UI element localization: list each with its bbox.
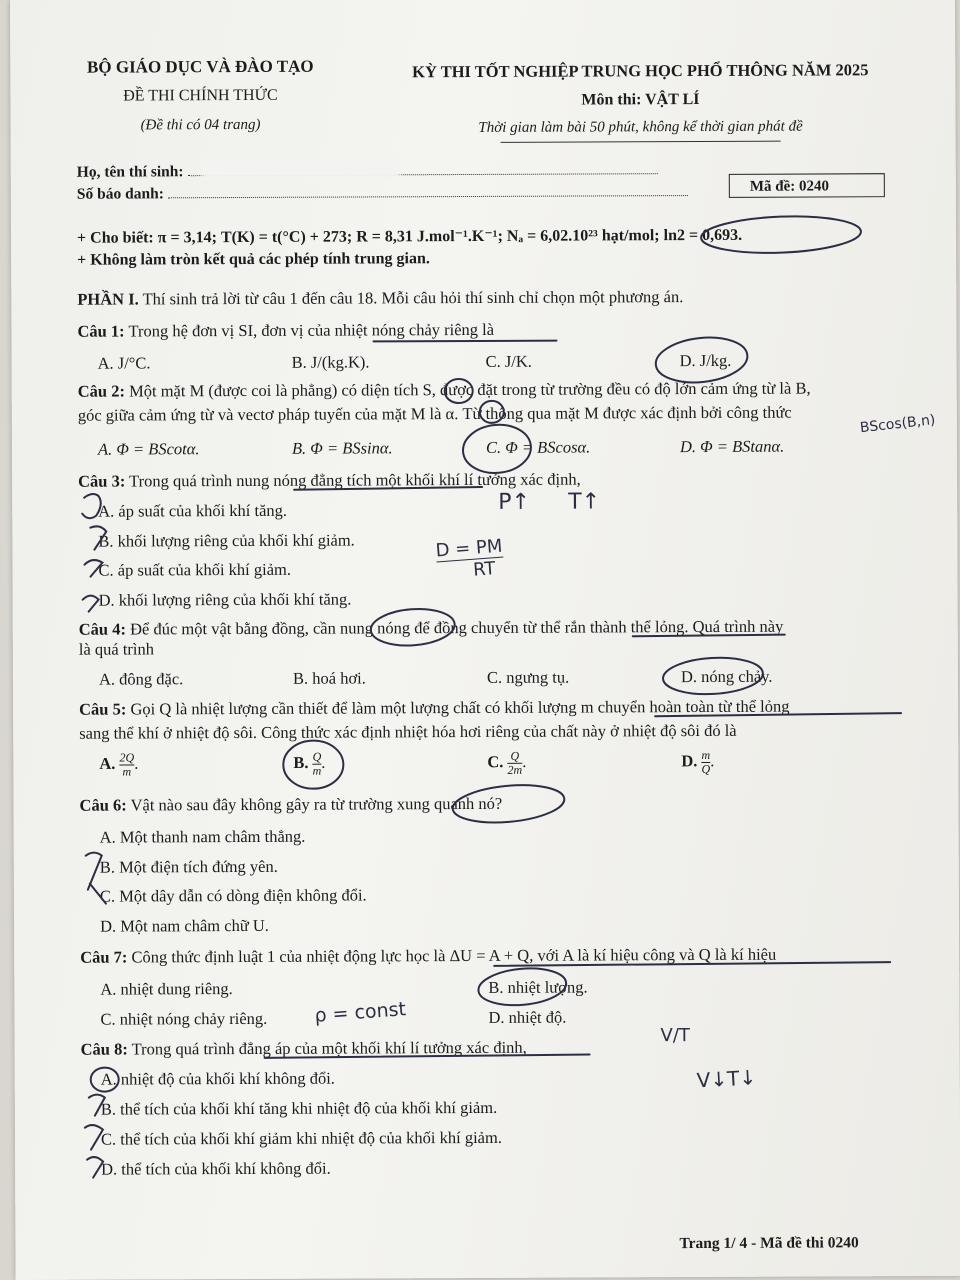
question-1 (77, 320, 494, 342)
question-label: Câu 3: (78, 471, 126, 491)
question-text: Trong quá trình nung nóng đẳng tích một khối khí lí tưởng xác định, (129, 469, 581, 491)
question-text: Gọi Q là nhiệt lượng cần thiết để làm một lượng chất có khối lượng m chuyển hoàn toàn từ thể lỏng (130, 696, 790, 719)
header-divider (501, 141, 781, 143)
question-text: Vật nào sau đây không gây ra từ trường xung quanh nó? (130, 793, 503, 815)
student-name-label: Họ, tên thí sinh: (76, 163, 184, 181)
question-label: Câu 7: (80, 947, 128, 967)
handwritten-note-q3-t: T↑ (568, 489, 601, 515)
q5-option-c[interactable]: C. $\frac{Q}{2m}$ . (487, 748, 527, 777)
q6-option-a[interactable]: A. Một thanh nam châm thẳng. (99, 826, 306, 847)
given-rounding-note: + Không làm tròn kết quả các phép tính trung gian. (77, 250, 430, 269)
q7-option-c[interactable]: C. nhiệt nóng chảy riêng. (100, 1008, 268, 1029)
handwritten-note-q7: ρ = const (313, 998, 407, 1027)
question-3 (78, 470, 581, 492)
ministry-name: BỘ GIÁO DỤC VÀ ĐÀO TẠO (86, 56, 314, 77)
q8-option-d[interactable]: D. thể tích của khối khí không đổi. (101, 1158, 331, 1179)
question-5 (79, 697, 789, 720)
q2-option-a[interactable]: A. Φ = BScotα. (97, 439, 200, 459)
question-2 (78, 379, 811, 402)
q2-option-d[interactable]: D. Φ = BStanα. (679, 436, 785, 457)
underline-q1 (373, 341, 556, 342)
question-4 (79, 617, 784, 640)
question-text: Trong hệ đơn vị SI, đơn vị của nhiệt nóng chảy riêng là (128, 319, 495, 341)
q2-option-c[interactable]: C. Φ = BScosα. (485, 437, 591, 457)
q1-option-c[interactable]: C. J/K. (485, 351, 532, 371)
q1-option-d[interactable]: D. J/kg. (679, 350, 732, 371)
student-id-label: Số báo danh: (76, 185, 164, 203)
question-5-cont: sang thể khí ở nhiệt độ sôi. Công thức xác định nhiệt hóa hơi riêng của chất này ở nhiệt độ sôi đó là (79, 720, 737, 743)
official-label: ĐỀ THI CHÍNH THỨC (123, 86, 278, 105)
handwritten-note-q8-ratio: V/T (660, 1025, 690, 1047)
question-text: Công thức định luật 1 của nhiệt động lực học là ΔU = A + Q, với A là kí hiệu công và Q là kí hiệu (131, 944, 777, 967)
question-label: Câu 1: (77, 321, 125, 341)
part1-title: PHẦN I. (77, 289, 139, 309)
handwritten-note-q3-p: P↑ (498, 489, 530, 515)
q8-option-b[interactable]: B. thể tích của khối khí tăng khi nhiệt độ của khối khí giảm. (100, 1097, 498, 1119)
q4-option-a[interactable]: A. đông đặc. (98, 669, 184, 689)
q1-option-a[interactable]: A. J/°C. (97, 353, 151, 373)
q4-option-b[interactable]: B. hoá hơi. (292, 668, 366, 688)
q8-option-a[interactable]: A. nhiệt độ của khối khí không đổi. (100, 1068, 335, 1089)
q3-option-a[interactable]: A. áp suất của khối khí tăng. (98, 500, 288, 521)
q4-option-d[interactable]: D. nóng chảy. (680, 666, 773, 687)
question-label: Câu 8: (80, 1039, 128, 1059)
question-8 (81, 1038, 527, 1060)
q7-option-d[interactable]: D. nhiệt độ. (488, 1007, 567, 1027)
time-note: Thời gian làm bài 50 phút, không kể thời gian phát đề (478, 118, 803, 136)
q6-option-d[interactable]: D. Một nam châm chữ U. (100, 915, 269, 936)
q8-option-c[interactable]: C. thể tích của khối khí giảm khi nhiệt độ của khối khí giảm. (100, 1127, 502, 1149)
exam-code-box: Mã đề: 0240 (729, 173, 885, 198)
question-text: Một mặt M (được coi là phẳng) có diện tích S, được đặt trong từ trường đều có độ lớn cảm ứng từ là B, (129, 378, 811, 401)
handwritten-formula-q3: D = PM RT (435, 536, 505, 584)
redacted-area (201, 158, 401, 179)
exam-title: KỲ THI TỐT NGHIỆP TRUNG HỌC PHỔ THÔNG NĂM 2025 (412, 60, 869, 82)
q7-option-a[interactable]: A. nhiệt dung riêng. (100, 979, 233, 999)
q5-option-d[interactable]: D. $\frac{m}{Q}$ . (681, 747, 715, 776)
subject-label: Môn thi: VẬT LÍ (581, 90, 700, 109)
part1-instruction: Thí sinh trả lời từ câu 1 đến câu 18. Mỗi câu hỏi thí sinh chỉ chọn một phương án. (142, 287, 684, 309)
q3-option-c[interactable]: C. áp suất của khối khí giảm. (98, 559, 291, 580)
question-label: Câu 6: (79, 795, 127, 815)
q5-option-a[interactable]: A. $\frac{2Q}{m}$ . (99, 750, 139, 779)
question-label: Câu 5: (79, 699, 127, 719)
question-7 (80, 945, 776, 968)
question-label: Câu 2: (77, 381, 125, 401)
q6-option-b[interactable]: B. Một điện tích đứng yên. (99, 856, 278, 877)
pages-note: (Đề thi có 04 trang) (140, 116, 261, 134)
given-constants: + Cho biết: π = 3,14; T(K) = t(°C) + 273; R = 8,31 J.mol⁻¹.K⁻¹; Nₐ = 6,02.10²³ hạt/mol; ln2 = 0,693. (77, 226, 743, 247)
q3-option-d[interactable]: D. khối lượng riêng của khối khí tăng. (98, 589, 352, 610)
q6-option-c[interactable]: C. Một dây dẫn có dòng điện không đổi. (99, 885, 367, 906)
question-4-cont: là quá trình (78, 639, 155, 659)
q1-option-b[interactable]: B. J/(kg.K). (291, 352, 370, 372)
part1-heading (77, 287, 683, 310)
question-2-cont: góc giữa cảm ứng từ và vectơ pháp tuyến của mặt M là α. Từ thông qua mặt M được xác định bởi công thức (77, 402, 792, 425)
question-text: Trong quá trình đẳng áp của một khối khí lí tưởng xác định, (131, 1037, 527, 1059)
q4-option-c[interactable]: C. ngưng tụ. (486, 667, 570, 687)
q2-option-b[interactable]: B. Φ = BSsinα. (291, 438, 393, 458)
handwritten-note-q2: BScos(B,n) (859, 412, 937, 437)
question-6 (79, 794, 502, 816)
page-footer: Trang 1/ 4 - Mã đề thi 0240 (679, 1234, 859, 1253)
question-text: Để đúc một vật bằng đồng, cần nung nóng để đồng chuyển từ thể rắn thành thể lỏng. Quá trình này (130, 616, 784, 639)
exam-paper (10, 0, 960, 1280)
q5-option-b[interactable]: B. $\frac{Q}{m}$ . (293, 749, 326, 778)
student-id-row (77, 183, 688, 204)
q7-option-b[interactable]: B. nhiệt lượng. (488, 977, 588, 997)
q3-option-b[interactable]: B. khối lượng riêng của khối khí giảm. (98, 530, 355, 551)
student-id-field[interactable] (168, 183, 688, 198)
tick-q3-d (83, 596, 99, 612)
question-label: Câu 4: (78, 619, 127, 639)
handwritten-note-q8: V↓T↓ (696, 1065, 757, 1093)
